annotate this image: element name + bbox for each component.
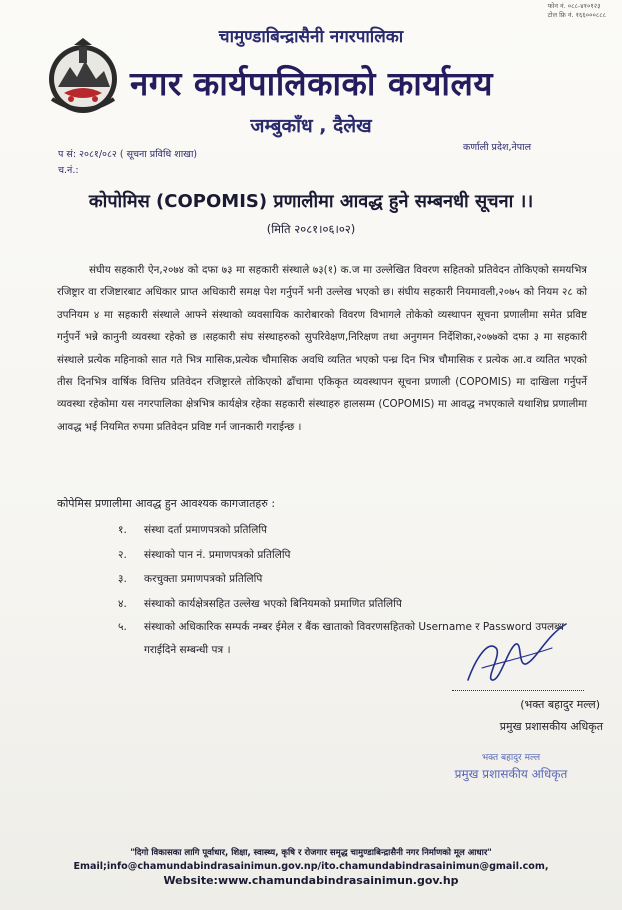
toll-free-number: टोल फ्रि नं. १६६०००८८८ — [547, 11, 606, 19]
documents-heading: कोपेमिस प्रणालीमा आवद्ध हुन आवश्यक कागजातहरु : — [57, 497, 276, 510]
list-item-number: ३. — [118, 573, 127, 586]
dispatch-number: च.नं.: — [58, 165, 79, 176]
notice-body: संघीय सहकारी ऐन,२०७४ को दफा ७३ मा सहकारी संस्थाले ७३(१) क.ज मा उल्लेखित विवरण सहितको प्रतिवेदन तोकिएको समयभित्र रजिष्ट्रार वा रजिष्टारबाट अधिकार प्राप्त अधिकारी समक्ष पेश गर्नुपर्ने भनी उल्लेख भएको छ। संघीय सहकारी नियमावली,२०७५ को नियम २८ को उपनियम ४ मा सहकारी संस्थाले आफ्ने संस्थाको व्यवसायिक कारोबारको विवरण विभागले तोकेको व्यस्थापन सूचना प्रणालीमा समेत प्रविष्ट गर्नुपर्ने भन्ने कानुनी व्यवस्था रहेको छ ।सहकारी संघ संस्थाहरुको सुपरिवेक्षण,निरिक्षण तथा अनुगमन निर्देशिका,२०७७को दफा ३ मा सहकारी संस्थाले प्रत्येक महिनाको सात गते भित्र मासिक,प्रत्येक चौमासिक अवधि व्यतित भएको पन्ध्र दिन भित्र चौमासिक र प्रत्येक आ.व व्यतित भएको तीस दिनभित्र वार्षिक वित्तिय प्रतिवेदन रजिष्ट्रारले तोकिएको ढाँचामा एकिकृत व्यवस्थापन सूचना प्रणाली (COPOMIS) मा दाखिला गर्नुपर्ने व्यवस्था रहेकोमा यस नगरपालिका क्षेत्रभित्र कार्यक्षेत्र रहेका सहकारी संस्थाहरु हालसम्म (COPOMIS) मा आवद्ध नभएकाले यथाशिघ्र प्रणालीमा आवद्ध भई नियमित रुपमा प्रतिवेदन प्रविष्ट गर्न जानकारी गराईन्छ । — [57, 264, 587, 433]
list-item-text: संस्थाको अधिकारिक सम्पर्क नम्बर ईमेल र बैंक खाताको विवरणसहितको Username र Password उपलब्ध गराईदिने सम्बन्धी पत्र । — [144, 621, 564, 656]
list-item-number: ५. — [118, 621, 127, 633]
contact-numbers — [548, 2, 606, 20]
list-item — [118, 518, 598, 543]
signatory-title: प्रमुख प्रशासकीय अधिकृत — [499, 720, 603, 733]
footer-website: Website:www.chamundabindrasainimun.gov.hp — [163, 874, 459, 887]
footer-email: Email;info@chamundabindrasainimun.gov.np/ito.chamundabindrasainimun@gmail.com, — [73, 861, 549, 872]
list-item-number: ४. — [118, 597, 127, 610]
official-stamp — [436, 750, 586, 782]
list-item — [118, 543, 598, 568]
office-title: नगर कार्यपालिकाको कार्यालय — [130, 64, 493, 103]
list-item-text: संस्था दर्ता प्रमाणपत्रको प्रतिलिपि — [144, 524, 268, 537]
signatory-name: (भक्त बहादुर मल्ल) — [520, 698, 600, 711]
footer — [0, 847, 622, 887]
stamp-title: प्रमुख प्रशासकीय अधिकृत — [454, 767, 568, 781]
municipality-name: चामुण्डाबिन्द्रासैनी नगरपालिका — [218, 27, 404, 47]
list-item-text: संस्थाको कार्यक्षेत्रसहित उल्लेख भएको बिनियमको प्रमाणित प्रतिलिपि — [144, 597, 402, 610]
list-item-text: संस्थाको पान नं. प्रमाणपत्रको प्रतिलिपि — [144, 548, 291, 561]
handwritten-signature — [462, 618, 572, 690]
nepal-emblem-icon — [44, 37, 122, 117]
phone-number: फोन नं. ०८८-४१०१२३ — [547, 2, 601, 10]
signature-line — [452, 690, 584, 691]
office-location: जम्बुकाँध , दैलेख — [250, 115, 372, 137]
reference-block — [58, 147, 197, 179]
list-item — [118, 592, 598, 617]
list-item-number: २. — [118, 548, 127, 561]
stamp-name: भक्त बहादुर मल्ल — [481, 753, 541, 763]
province-label: कर्णाली प्रदेश,नेपाल — [463, 142, 532, 153]
notice-date: (मिति २०८१।०६।०२) — [266, 222, 356, 236]
notice-title: कोपोमिस (COPOMIS) प्रणालीमा आवद्ध हुने सम्बनधी सूचना ।। — [88, 191, 534, 212]
footer-slogan: "दिगो विकासका लागि पूर्वाधार, शिक्षा, स्वास्थ्य, कृषि र रोजगार समृद्ध चामुण्डाबिन्द्रासैनी नगर निर्माणको मूल आधार" — [130, 848, 492, 858]
list-item-text: करचुक्ता प्रमाणपत्रको प्रतिलिपि — [144, 573, 263, 586]
list-item-number: १. — [118, 524, 127, 537]
reference-number: प सं: २०८१/०८२ ( सूचना प्रविधि शाखा) — [58, 149, 198, 160]
list-item — [118, 567, 598, 592]
